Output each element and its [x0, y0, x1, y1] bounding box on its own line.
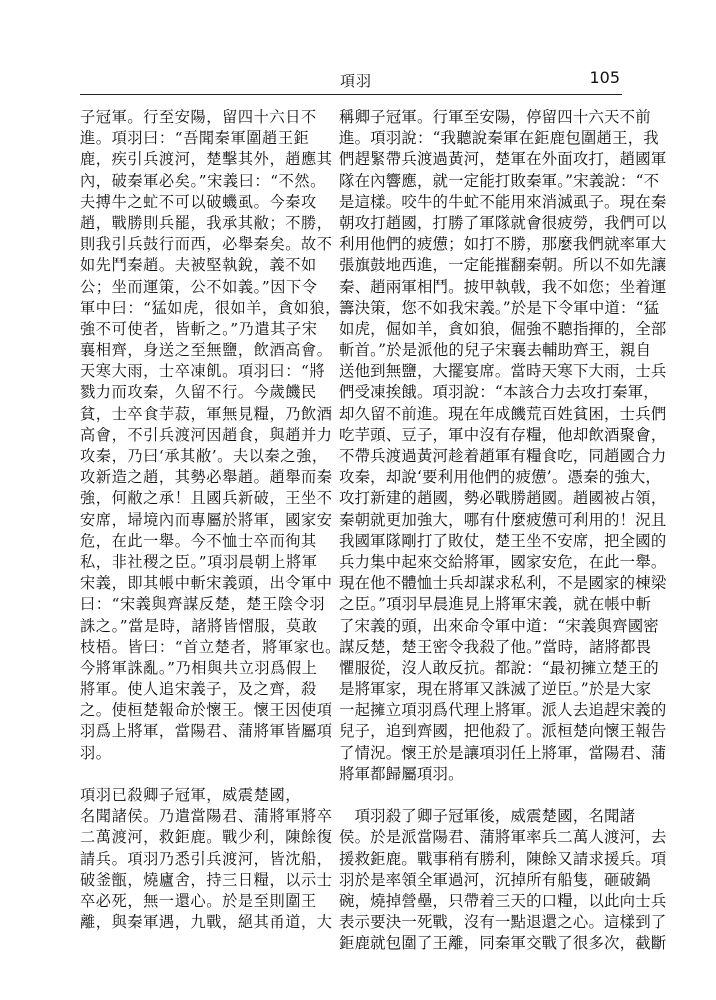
page-header [80, 70, 620, 90]
text-line: 今將軍誅亂。”乃相與共立羽爲假上 [80, 658, 318, 677]
text-line: 將軍。使人追宋義子，及之齊，殺 [80, 680, 317, 699]
text-line: 卒必死，無一還心。於是至則圍王 [80, 891, 317, 910]
text-line: 朝攻打趙國，打勝了軍隊就會很疲勞，我們可以 [339, 213, 667, 232]
text-line: 則我引兵鼓行而西，必舉秦矣。故不 [80, 235, 333, 254]
text-line: 襄相齊，身送之至無鹽，飲酒高會。 [80, 341, 333, 360]
text-line: 送他到無鹽，大擺宴席。當時天寒下大雨，士兵 [339, 362, 667, 381]
text-line: 危，在此一舉。今不恤士卒而徇其 [80, 531, 317, 550]
text-line: 貧，士卒食芋菽，軍無見糧，乃飲酒 [80, 404, 333, 423]
running-title: 項羽 [340, 72, 373, 90]
text-line: 是這樣。咬牛的牛虻不能用來消滅虱子。現在秦 [339, 192, 667, 211]
text-line: 私，非社稷之臣。”項羽晨朝上將軍 [80, 552, 318, 571]
text-line: 如虎，倔如羊，貪如狼，倔強不聽指揮的，全部 [339, 319, 667, 338]
text-line: 進。項羽說：“我聽說秦軍在鉅鹿包圍趙王，我 [339, 129, 659, 148]
text-line: 羽爲上將軍，當陽君、蒲將軍皆屬項 [80, 722, 333, 741]
text-line: 項羽殺了卿子冠軍後，威震楚國，名聞諸 [339, 807, 636, 826]
text-line: 誅之。”當是時，諸將皆慴服，莫敢 [80, 616, 318, 635]
text-line: 二萬渡河，救鉅鹿。戰少利，陳餘復 [80, 828, 333, 847]
text-line: 進。項羽曰：“吾聞秦軍圍趙王鉅 [80, 129, 310, 148]
text-line: 兵力集中起來交給將軍，國家安危，在此一舉。 [339, 552, 667, 571]
text-line: 是將軍家，現在將軍又誅滅了逆臣。”於是大家 [339, 680, 652, 699]
text-line: 一起擁立項羽爲代理上將軍。派人去追趕宋義的 [339, 701, 667, 720]
text-line: 們趕緊帶兵渡過黃河，楚軍在外面攻打，趙國軍 [339, 150, 667, 169]
modern-translation-column [339, 107, 667, 955]
text-line: 碗，燒掉營壘，只帶着三天的口糧，以此向士兵 [339, 891, 667, 910]
text-line: 羽。 [80, 743, 112, 762]
text-line: 稱卿子冠軍。行軍至安陽，停留四十六天不前 [339, 108, 651, 126]
text-line: 請兵。項羽乃悉引兵渡河，皆沈船， [80, 849, 333, 868]
text-line: 項羽已殺卿子冠軍，威震楚國， [80, 786, 302, 804]
text-line: 名聞諸侯。乃遣當陽君、蒲將軍將卒 [80, 807, 333, 826]
page-number: 105 [589, 68, 620, 87]
text-line: 鉅鹿就包圍了王離，同秦軍交戰了很多次，截斷 [339, 934, 667, 953]
text-line: 斬首。”於是派他的兒子宋襄去輔助齊王，親自 [339, 341, 652, 360]
text-line: 攻秦，乃曰‘承其敝’。夫以秦之強， [80, 447, 328, 465]
text-line: 趙，戰勝則兵罷，我承其敝；不勝， [80, 213, 333, 232]
text-line: 曰：“宋義與齊謀反楚，楚王陰令羽 [80, 595, 326, 614]
text-line: 天寒大雨，士卒凍飢。項羽曰：“將 [80, 362, 326, 381]
text-line: 羽於是率領全軍過河，沉掉所有船隻，砸破鍋 [339, 870, 651, 889]
paragraph-gap [80, 764, 328, 785]
text-line: 如先鬥秦趙。夫被堅執銳，義不如 [80, 256, 317, 275]
text-line: 兒子，追到齊國，把他殺了。派桓楚向懷王報告 [339, 722, 667, 741]
text-line: 籌決策，您不如我宋義。”於是下令軍中道：“猛 [339, 298, 660, 317]
text-line: 夫搏牛之虻不可以破蟣虱。今秦攻 [80, 192, 317, 211]
text-line: 將軍都歸屬項羽。 [339, 764, 464, 783]
text-line: 離，與秦軍遇，九戰，絕其甬道，大 [80, 913, 333, 932]
text-line: 軍中曰：“猛如虎，很如羊，貪如狼， [80, 298, 341, 317]
text-line: 了宋義的頭，出來命令軍中道：“宋義與齊國密 [339, 616, 659, 635]
text-line: 表示要決一死戰，沒有一點退還之心。這樣到了 [339, 913, 667, 932]
text-line: 了情況。懷王於是讓項羽任上將軍，當陽君、蒲 [339, 743, 667, 762]
header-rule [80, 94, 622, 95]
text-line: 懼服從，沒人敢反抗。都說：“最初擁立楚王的 [339, 658, 659, 677]
text-line: 攻打新建的趙國，勢必戰勝趙國。趙國被占領， [339, 489, 667, 508]
paragraph-gap [339, 785, 629, 806]
text-line: 隊在內響應，就一定能打敗秦軍。”宋義說：“不 [339, 171, 660, 190]
text-line: 我國軍隊剛打了敗仗，楚王坐不安席，把全國的 [339, 531, 667, 550]
text-line: 內，破秦軍必矣。”宋義曰：“不然。 [80, 171, 326, 190]
text-line: 強，何敝之承！且國兵新破，王坐不 [80, 489, 333, 508]
classical-text-column [80, 107, 341, 933]
text-line: 現在他不體恤士兵却謀求私利，不是國家的棟梁 [339, 574, 667, 593]
text-line: 援救鉅鹿。戰事稍有勝利，陳餘又請求援兵。項 [339, 849, 667, 868]
text-line: 戮力而攻秦，久留不行。今歲饑民 [80, 383, 317, 402]
text-line: 攻秦，却說‘要利用他們的疲憊’。憑秦的強大， [339, 468, 661, 487]
text-line: 之臣。”項羽早晨進見上將軍宋義，就在帳中斬 [339, 595, 652, 614]
text-line: 鹿，疾引兵渡河，楚擊其外，趙應其 [80, 150, 333, 169]
text-line: 秦朝就更加強大，哪有什麼疲憊可利用的！況且 [339, 510, 667, 529]
text-line: 安席，埽境內而專屬於將軍，國家安 [80, 510, 333, 529]
text-line: 們受凍挨餓。項羽說：“本該合力去攻打秦軍， [339, 383, 659, 402]
text-line: 不帶兵渡過黃河趁着趙軍有糧食吃，同趙國合力 [339, 447, 667, 465]
text-line: 枝梧。皆曰：“首立楚者，將軍家也。 [80, 637, 341, 656]
text-line: 強不可使者，皆斬之。”乃遣其子宋 [80, 319, 318, 338]
text-line: 宋義，即其帳中斬宋義頭，出令軍中 [80, 574, 333, 593]
text-line: 之。使桓楚報命於懷王。懷王因使項 [80, 701, 333, 720]
text-line: 子冠軍。行至安陽，留四十六日不 [80, 108, 317, 126]
text-line: 利用他們的疲憊；如打不勝，那麼我們就率軍大 [339, 235, 667, 254]
text-line: 破釜甑，燒廬舍，持三日糧，以示士 [80, 870, 333, 889]
text-line: 謀反楚，楚王密令我殺了他。”當時，諸將都畏 [339, 637, 652, 656]
text-line: 却久留不前進。現在年成饑荒百姓貧困，士兵們 [339, 404, 667, 423]
text-line: 攻新造之趙，其勢必舉趙。趙舉而秦 [80, 468, 333, 487]
text-line: 高會，不引兵渡河因趙食，與趙并力 [80, 425, 333, 444]
text-line: 張旗鼓地西進，一定能摧翻秦朝。所以不如先讓 [339, 256, 667, 275]
text-line: 侯。於是派當陽君、蒲將軍率兵二萬人渡河，去 [339, 828, 667, 847]
text-line: 公；坐而運策，公不如義。”因下令 [80, 277, 318, 296]
text-line: 吃芋頭、豆子，軍中沒有存糧，他却飲酒聚會， [339, 425, 667, 444]
text-line: 秦、趙兩軍相鬥。披甲執戟，我不如您；坐着運 [339, 277, 667, 296]
